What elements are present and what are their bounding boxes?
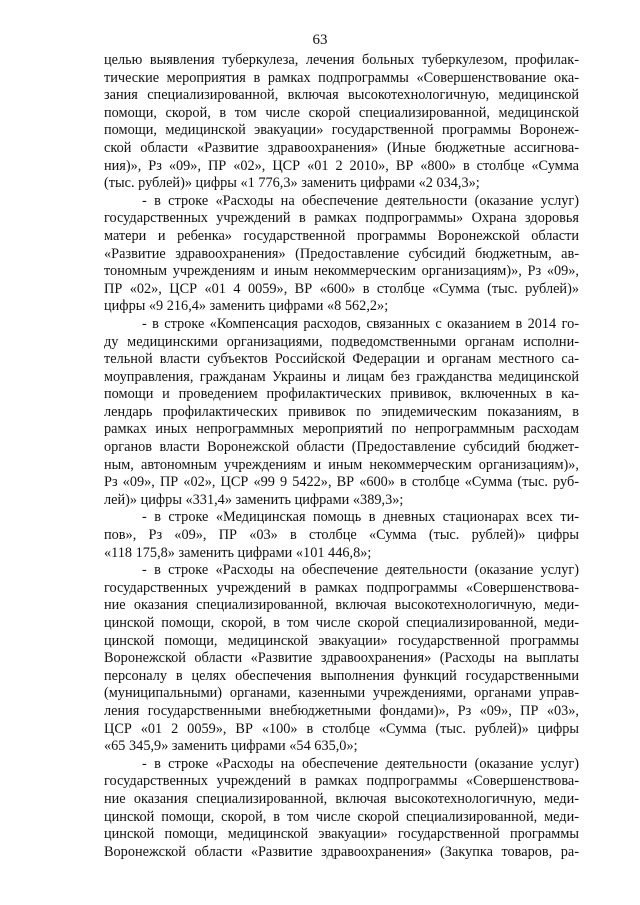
text-line: лендарь профилактических прививок по эпидемическим показаниям, в <box>104 403 579 420</box>
text-line: государственных учреждений в рамках подпрограммы «Совершенствова- <box>104 579 579 596</box>
text-line: цинской помощи, скорой, в том числе скорой специализированной, меди- <box>104 615 579 631</box>
text-line: ние оказания специализированной, включая высокотехнологичную, меди- <box>104 597 579 614</box>
paragraph <box>104 316 579 510</box>
text-line: ния)», Рз «09», ПР «02», ЦСР «01 2 2010», ВР «800» в столбце «Сумма <box>104 157 579 174</box>
text-line: помощи, медицинской эвакуации» государственной программы Воронеж- <box>104 122 579 139</box>
text-line: (тыс. рублей)» цифры «1 776,3» заменить цифрами «2 034,3»; <box>104 175 480 192</box>
text-line: целью выявления туберкулеза, лечения больных туберкулезом, профилак- <box>104 52 579 68</box>
text-line: помощи, скорой, в том числе скорой специализированной, медицинской <box>104 104 579 121</box>
body-text <box>104 52 579 861</box>
text-line: - в строке «Расходы на обеспечение деятельности (оказание услуг) <box>142 755 579 772</box>
text-line: «118 175,8» заменить цифрами «101 446,8»; <box>104 544 372 561</box>
text-line: цинской помощи, скорой, в том числе скорой специализированной, меди- <box>104 808 579 825</box>
text-line: пов», Рз «09», ПР «03» в столбце «Сумма (тыс. рублей)» цифры <box>104 527 579 544</box>
text-line: Воронежской области «Развитие здравоохранения» (Расходы на выплаты <box>104 650 579 667</box>
text-line: ду медицинскими организациями, подведомственными органам исполни- <box>104 333 579 350</box>
text-line: цифры «9 216,4» заменить цифрами «8 562,2»; <box>104 298 389 315</box>
text-line: «Развитие здравоохранения» (Предоставление субсидий бюджетным, ав- <box>104 245 579 262</box>
paragraph <box>104 562 579 756</box>
text-line: цинской помощи, медицинской эвакуации» государственной программы <box>104 826 579 843</box>
text-line: Рз «09», ПР «02», ЦСР «99 9 5422», ВР «600» в столбце «Сумма (тыс. руб- <box>104 474 579 491</box>
text-line: (муниципальными) органами, казенными учреждениями, органами управ- <box>104 685 579 702</box>
paragraph <box>104 193 579 316</box>
text-line: «65 345,9» заменить цифрами «54 635,0»; <box>104 738 358 755</box>
paragraph <box>104 756 579 862</box>
text-line: персоналу в целях обеспечения выполнения функций государственными <box>104 667 579 684</box>
text-line: моуправления, гражданам Украины и лицам без гражданства медицинской <box>104 368 579 385</box>
text-line: - в строке «Расходы на обеспечение деятельности (оказание услуг) <box>142 562 579 579</box>
text-line: ления государственными внебюджетными фондами)», Рз «09», ПР «03», <box>104 702 579 719</box>
text-line: тические мероприятия в рамках подпрограммы «Совершенствование ока- <box>104 69 579 86</box>
text-line: - в строке «Компенсация расходов, связанных с оказанием в 2014 го- <box>142 315 579 332</box>
text-line: ской области «Развитие здравоохранения» (Иные бюджетные ассигнова- <box>104 139 579 156</box>
text-line: цинской помощи, медицинской эвакуации» государственной программы <box>104 632 579 649</box>
text-line: лей)» цифры «331,4» заменить цифрами «389,3»; <box>104 491 404 508</box>
text-line: - в строке «Медицинская помощь в дневных стационарах всех ти- <box>142 509 579 526</box>
text-line: государственных учреждений в рамках подпрограммы «Совершенствова- <box>104 773 579 790</box>
text-line: матери и ребенка» государственной программы Воронежской области <box>104 227 579 244</box>
paragraph <box>104 52 579 193</box>
page-number: 63 <box>312 32 328 48</box>
text-line: - в строке «Расходы на обеспечение деятельности (оказание услуг) <box>142 192 579 209</box>
text-line: ным, автономным учреждениям и иным некоммерческим организациям)», <box>104 456 579 473</box>
text-line: органов власти Воронежской области (Предоставление субсидий бюджет- <box>104 439 579 456</box>
text-line: тельной власти субъектов Российской Федерации и органам местного са- <box>104 351 579 368</box>
text-line: ние оказания специализированной, включая высокотехнологичную, меди- <box>104 790 579 807</box>
text-line: ПР «02», ЦСР «01 4 0059», ВР «600» в столбце «Сумма (тыс. рублей)» <box>104 280 579 297</box>
text-line: государственных учреждений в рамках подпрограммы» Охрана здоровья <box>104 210 579 227</box>
text-line: зания специализированной, включая высокотехнологичную, медицинской <box>104 87 579 104</box>
text-line: рамках иных непрограммных мероприятий по непрограммным расходам <box>104 421 579 438</box>
text-line: Воронежской области «Развитие здравоохранения» (Закупка товаров, ра- <box>104 843 579 860</box>
text-line: помощи и проведением профилактических прививок, включенных в ка- <box>104 386 579 403</box>
paragraph <box>104 509 579 562</box>
text-line: тономным учреждениям и иным некоммерческим организациям)», Рз «09», <box>104 263 579 280</box>
text-line: ЦСР «01 2 0059», ВР «100» в столбце «Сумма (тыс. рублей)» цифры <box>104 720 579 737</box>
